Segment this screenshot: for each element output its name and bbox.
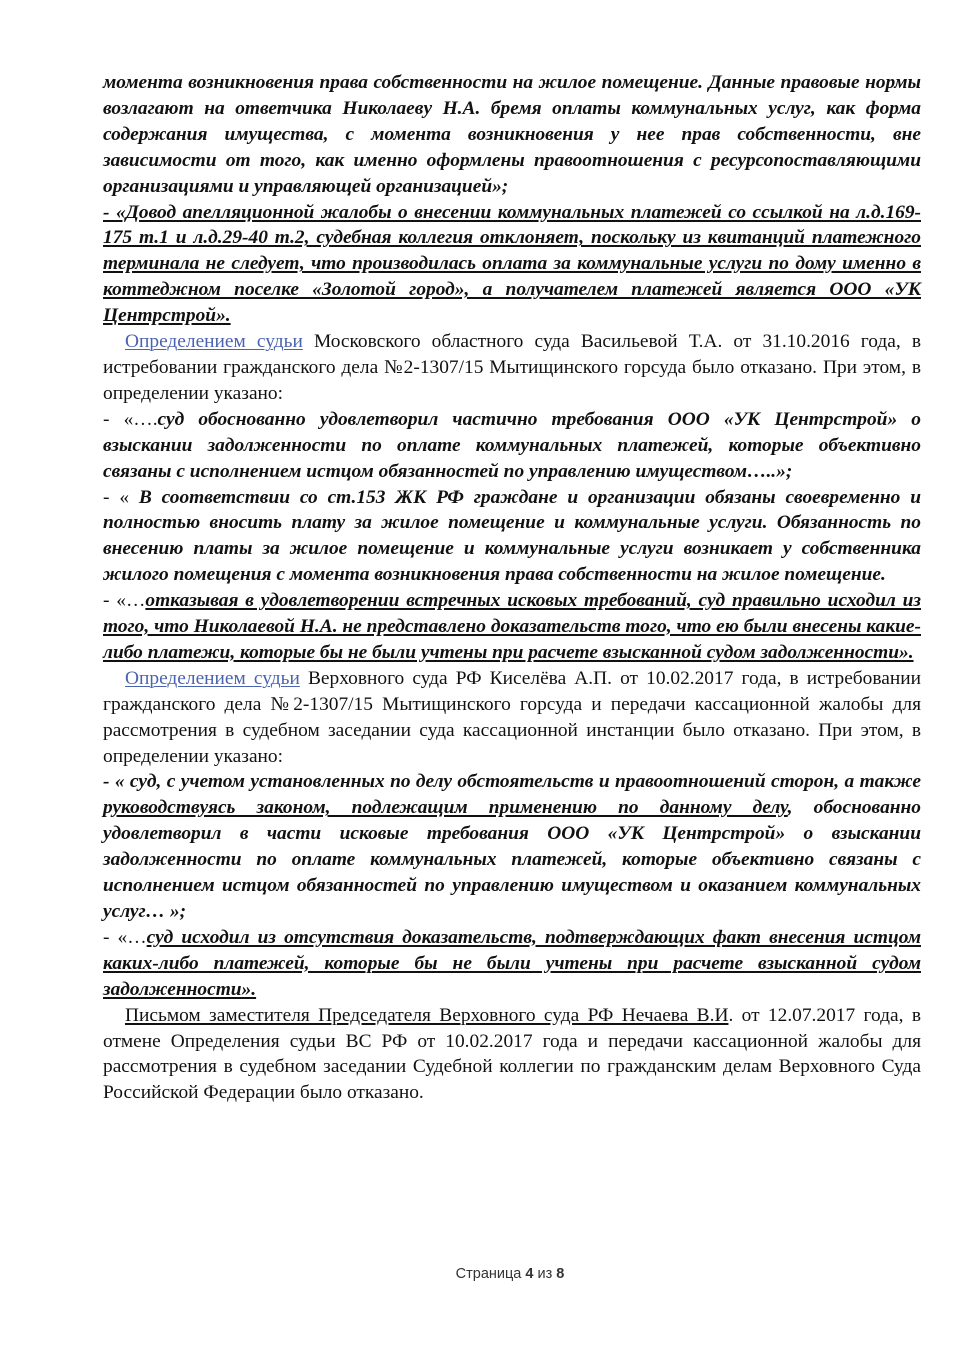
quote-prefix: - «…. <box>103 408 158 430</box>
page-label: Страница <box>455 1266 526 1282</box>
paragraph-appeal-argument: - «Довод апелляционной жалобы о внесении коммунальных платежей со ссылкой на л.д.169-175 т.1 и л.д.29-40 т.2, судебная коллегия отклоняет, поскольку из квитанций платежного терминала не следует, что производилась оплата за коммунальные услуги по дому именно в коттеджном поселке «Золотой город», а получателем платежей является ООО «УК Центрстрой». <box>103 201 921 327</box>
ruling-link-moscow[interactable]: Определением судьи <box>125 331 303 353</box>
paragraph-quote-3 <box>103 588 921 666</box>
quote-text-underlined: отказывая в удовлетворении встречных исковых требований, суд правильно исходил из того, что Николаевой Н.А. не представлено доказательств того, что ею были внесены какие-либо платежи, которые бы не были учтены при расчете взысканной судом задолженности». <box>103 590 921 663</box>
quote-prefix: - «… <box>103 590 146 612</box>
page-current: 4 <box>525 1266 534 1282</box>
paragraph-supreme-ruling <box>103 666 921 770</box>
quote-text: В соответствии со ст.153 ЖК РФ граждане и организации обязаны своевременно и полностью вносить плату за жилое помещение и коммунальные услуги. Обязанность по внесению платы за жилое помещение и коммунальные услуги возникает у собственника жилого помещения с момента возникновения права собственности на жилое помещение. <box>103 486 921 586</box>
page-total: 8 <box>556 1266 565 1282</box>
page-footer <box>0 1266 955 1282</box>
paragraph-text: Московского областного суда Васильевой Т.А. от 31.10.2016 года, в истребовании гражданского дела №2-1307/15 Мытищинского горсуда было отказано. При этом, в определении указано: <box>103 331 922 404</box>
document-page <box>103 70 921 1106</box>
paragraph-quote-continuation: момента возникновения права собственности на жилое помещение. Данные правовые нормы возлагают на ответчика Николаеву Н.А. бремя оплаты коммунальных услуг, как форма содержания имущества, с момента возникновения у нее прав собственности, вне зависимости от того, как именно оформлены правоотношения с ресурсопоставляющими организациями и управляющей организацией»; <box>103 72 921 197</box>
paragraph-text: . от 12.07.2017 года, в отмене Определения судьи ВС РФ от 10.02.2017 года и передачи кассационной жалобы для рассмотрения в судебном заседании Судебной коллегии по гражданским делам Верховного Суда Российской Федерации было отказано. <box>103 1004 921 1104</box>
ruling-link-supreme[interactable]: Определением судьи <box>125 667 300 689</box>
letter-reference: Письмом заместителя Председателя Верховного суда РФ Нечаева В.И <box>125 1004 729 1026</box>
paragraph-deputy-letter <box>103 1003 921 1107</box>
quote-prefix: - «… <box>103 926 147 948</box>
quote-prefix: - « <box>103 486 139 508</box>
paragraph-quote-5 <box>103 925 921 1003</box>
quote-text: , обоснованно удовлетворил в части исковые требования ООО «УК Центрстрой» о взыскании задолженности по оплате коммунальных платежей, которые объективно связаны с исполнением истцом обязанностей по управлению имуществом и оказанием коммунальных услуг… »; <box>103 797 921 922</box>
paragraph-moscow-ruling <box>103 329 921 407</box>
quote-text-underlined: суд исходил из отсутствия доказательств, подтверждающих факт внесения истцом каких-либо платежей, которые бы не были учтены при расчете взысканной судом задолженности». <box>103 926 921 1000</box>
paragraph-quote-1 <box>103 407 921 485</box>
paragraph-text: Верховного суда РФ Киселёва А.П. от 10.02.2017 года, в истребовании гражданского дела №2-1307/15 Мытищинского горсуда и передачи кассационной жалобы для рассмотрения в судебном заседании суда кассационной инстанции было отказано. При этом, в определении указано: <box>103 667 921 767</box>
quote-text-underlined: руководствуясь законом, подлежащим применению по данному делу <box>103 797 788 819</box>
quote-text: - « суд, с учетом установленных по делу обстоятельств и правоотношений сторон, а также <box>103 771 921 793</box>
page-separator: из <box>533 1266 557 1282</box>
paragraph-quote-2 <box>103 485 921 589</box>
quote-text: суд обоснованно удовлетворил частично требования ООО «УК Центрстрой» о взыскании задолженности по оплате коммунальных платежей, которые объективно связаны с исполнением истцом обязанностей по управлению имуществом…..»; <box>103 408 921 482</box>
paragraph-quote-4 <box>103 769 921 924</box>
